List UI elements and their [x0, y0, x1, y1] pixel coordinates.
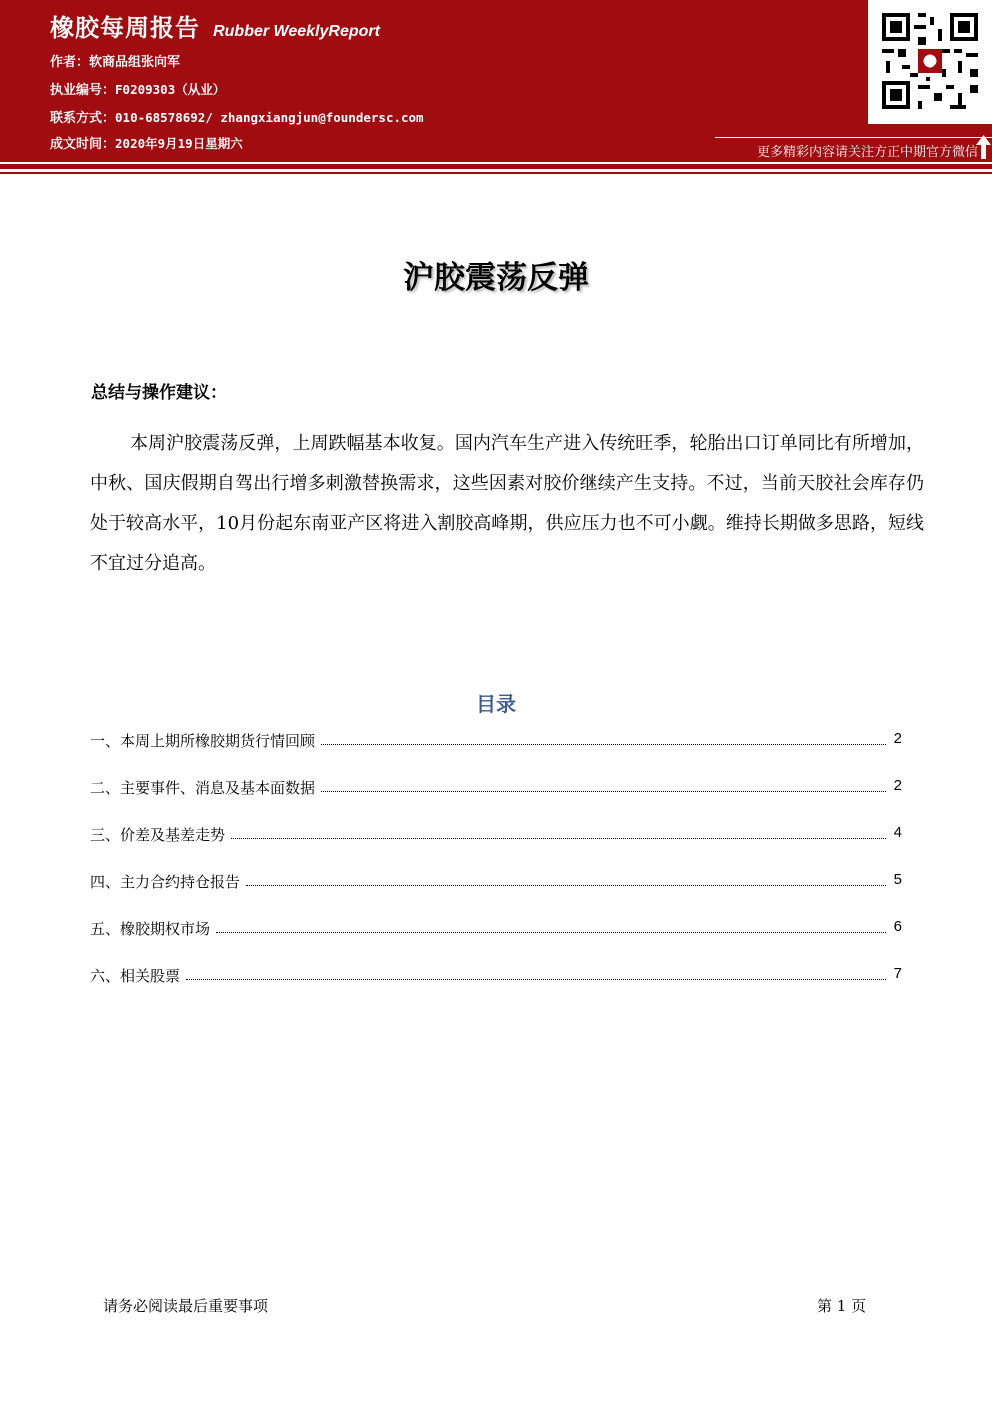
toc-item-page[interactable]: 5 — [893, 871, 902, 888]
toc-item-page[interactable]: 6 — [893, 918, 902, 935]
toc-item-label[interactable]: 四、主力合约持仓报告 — [90, 873, 241, 891]
toc-item[interactable] — [90, 730, 902, 777]
footer-notice: 请务必阅读最后重要事项 — [103, 1297, 269, 1315]
report-title-en: Rubber WeeklyReport — [213, 23, 380, 40]
meta-value: 010-68578692/ zhangxiangjun@foundersc.com — [115, 110, 424, 125]
toc-leader-dots — [186, 965, 886, 980]
meta-label: 成文时间： — [50, 137, 116, 152]
meta-date — [50, 133, 243, 152]
toc-item[interactable] — [90, 918, 902, 965]
toc-item[interactable] — [90, 965, 902, 1012]
summary-paragraph: 本周沪胶震荡反弹，上周跌幅基本收复。国内汽车生产进入传统旺季，轮胎出口订单同比有所增加，中秋、国庆假期自驾出行增多刺激替换需求，这些因素对胶价继续产生支持。不过，当前天胶社会库存仍处于较高水平，10月份起东南亚产区将进入割胶高峰期，供应压力也不可小觑。维持长期做多思路，短线不宜过分追高。 — [90, 433, 924, 574]
meta-label: 作者： — [50, 55, 90, 70]
toc-leader-dots — [321, 777, 886, 792]
follow-wechat-text: 更多精彩内容请关注方正中期官方微信 — [756, 145, 978, 160]
toc-leader-dots — [231, 824, 886, 839]
meta-label: 执业编号： — [50, 83, 116, 98]
toc-leader-dots — [216, 918, 886, 933]
toc-item-page[interactable]: 2 — [893, 777, 902, 794]
header-divider-thin — [0, 172, 992, 174]
qr-code-box — [868, 0, 992, 124]
meta-contact — [50, 107, 424, 126]
meta-license — [50, 79, 225, 98]
document-title: 沪胶震荡反弹 — [403, 260, 589, 296]
meta-value: F0209303（从业） — [115, 82, 226, 97]
summary-heading: 总结与操作建议： — [91, 383, 227, 403]
toc-leader-dots — [321, 730, 886, 745]
header-divider — [0, 164, 992, 169]
toc-title: 目录 — [476, 692, 516, 716]
toc-item-label[interactable]: 五、橡胶期权市场 — [90, 920, 211, 938]
meta-author — [50, 51, 180, 70]
report-title — [50, 8, 380, 43]
toc-item-label[interactable]: 二、主要事件、消息及基本面数据 — [90, 779, 316, 797]
toc-item-label[interactable]: 三、价差及基差走势 — [90, 826, 226, 844]
toc-item[interactable] — [90, 871, 902, 918]
toc-item-label[interactable]: 一、本周上期所橡胶期货行情回顾 — [90, 732, 316, 750]
follow-divider — [715, 137, 992, 138]
toc-item-page[interactable]: 7 — [893, 965, 902, 982]
toc-item-label[interactable]: 六、相关股票 — [90, 967, 181, 985]
report-title-cn: 橡胶每周报告 — [50, 14, 200, 42]
qr-code-icon — [878, 6, 982, 116]
meta-value: 2020年9月19日星期六 — [115, 136, 243, 151]
table-of-contents — [90, 730, 902, 1012]
toc-item[interactable] — [90, 777, 902, 824]
toc-item-page[interactable]: 4 — [893, 824, 902, 841]
toc-item-page[interactable]: 2 — [893, 730, 902, 747]
footer-page-number: 第 1 页 — [817, 1297, 867, 1315]
toc-item[interactable] — [90, 824, 902, 871]
up-arrow-icon — [975, 134, 992, 160]
meta-label: 联系方式： — [50, 111, 116, 126]
toc-leader-dots — [246, 871, 886, 886]
meta-value: 软商品组张向军 — [89, 55, 181, 70]
